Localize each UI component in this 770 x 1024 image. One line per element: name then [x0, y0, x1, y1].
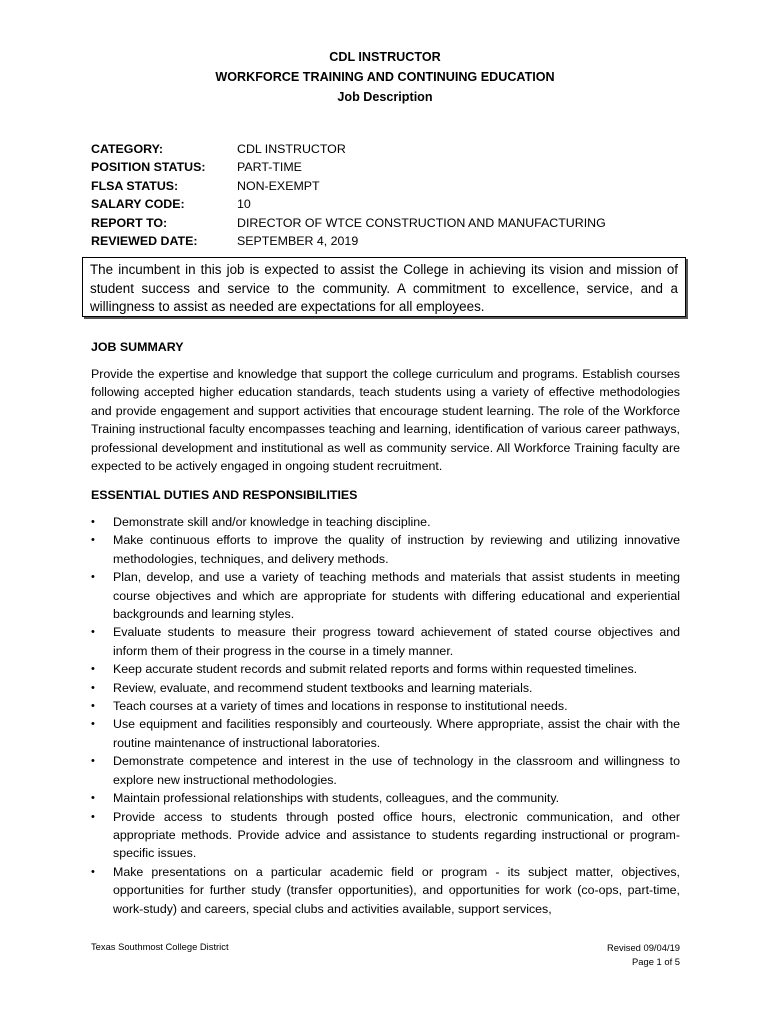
list-item-text: Teach courses at a variety of times and locations in response to institutional needs. [113, 699, 568, 714]
list-item [91, 697, 680, 715]
bullet-icon: • [91, 626, 95, 639]
meta-row-position-status [91, 158, 606, 176]
footer-page-number: Page 1 of 5 [632, 955, 680, 967]
list-item-text: Evaluate students to measure their progress toward achievement of stated course objectives and inform them of their progress in the course in a timely manner. [113, 625, 680, 658]
bullet-icon: • [91, 571, 95, 584]
title-line-2: WORKFORCE TRAINING AND CONTINUING EDUCATION [215, 70, 555, 84]
meta-row-flsa-status [91, 177, 606, 195]
bullet-icon: • [91, 792, 95, 805]
meta-row-reviewed-date [91, 232, 606, 250]
meta-value: 10 [237, 197, 251, 212]
footer-revision [607, 941, 680, 968]
list-item [91, 660, 680, 678]
bullet-icon: • [91, 663, 95, 676]
meta-value: DIRECTOR OF WTCE CONSTRUCTION AND MANUFACTURING [237, 215, 606, 230]
bullet-icon: • [91, 718, 95, 731]
expectations-notice-box: The incumbent in this job is expected to assist the College in achieving its vision and mission of student success and service to the community. A commitment to excellence, service, and a willingness to assist as needed are expectations for all employees. [82, 257, 686, 317]
title-line-3: Job Description [337, 90, 433, 104]
job-summary-heading: JOB SUMMARY [91, 340, 184, 354]
bullet-icon: • [91, 534, 95, 547]
list-item [91, 568, 680, 623]
meta-key: SALARY CODE: [91, 197, 185, 212]
job-summary-text: Provide the expertise and knowledge that support the college curriculum and programs. Establish courses following accepted higher education standards, teach students using a variety of effective methodologies and provide engagement and support activities that encourage student learning. The role of the Workforce Training instructional faculty encompasses teaching and learning, identification of various career pathways, professional development and institutional as well as community service. All Workforce Training faculty are expected to be actively engaged in ongoing student recruitment. [91, 367, 680, 474]
bullet-icon: • [91, 755, 95, 768]
bullet-icon: • [91, 681, 95, 694]
meta-key: CATEGORY: [91, 142, 164, 156]
list-item-text: Plan, develop, and use a variety of teaching methods and materials that assist students in meeting course objectives and which are appropriate for students with differing educational and experiential backgrounds and learning styles. [113, 570, 680, 622]
meta-row-salary-code [91, 195, 606, 213]
list-item-text: Maintain professional relationships with students, colleagues, and the community. [113, 791, 560, 806]
bullet-icon: • [91, 516, 95, 528]
meta-key: REVIEWED DATE: [91, 234, 198, 249]
meta-row-report-to [91, 214, 606, 232]
bullet-icon: • [91, 865, 95, 878]
document-title [0, 47, 770, 107]
list-item [91, 789, 680, 807]
meta-key: FLSA STATUS: [91, 178, 179, 193]
list-item [91, 808, 680, 863]
duties-list [91, 513, 680, 918]
list-item [91, 679, 680, 697]
bullet-icon: • [91, 810, 95, 823]
job-meta-table [91, 140, 606, 250]
list-item [91, 715, 680, 752]
list-item-text: Review, evaluate, and recommend student textbooks and learning materials. [113, 680, 533, 695]
list-item [91, 863, 680, 918]
meta-row-category [91, 140, 606, 158]
list-item-text: Provide access to students through posted office hours, electronic communication, and other appropriate methods. Provide advice and assistance to students regarding instructional or program-specific issues. [113, 809, 680, 861]
meta-key: POSITION STATUS: [91, 160, 206, 175]
duties-heading: ESSENTIAL DUTIES AND RESPONSIBILITIES [91, 488, 358, 502]
bullet-icon: • [91, 700, 95, 713]
footer-district: Texas Southmost College District [91, 941, 229, 952]
meta-value: CDL INSTRUCTOR [237, 142, 346, 156]
list-item [91, 513, 680, 531]
list-item-text: Use equipment and facilities responsibly and courteously. Where appropriate, assist the chair with the routine maintenance of instructional laboratories. [113, 717, 680, 750]
meta-key: REPORT TO: [91, 215, 168, 230]
footer-revised-date: Revised 09/04/19 [607, 942, 680, 953]
list-item-text: Keep accurate student records and submit related reports and forms within requested timelines. [113, 662, 638, 677]
list-item-text: Demonstrate competence and interest in the use of technology in the classroom and willingness to explore new instructional methodologies. [113, 754, 680, 787]
list-item [91, 531, 680, 568]
meta-value: PART-TIME [237, 160, 302, 175]
meta-value: SEPTEMBER 4, 2019 [237, 234, 359, 249]
title-line-1: CDL INSTRUCTOR [329, 50, 441, 64]
list-item-text: Make presentations on a particular academic field or program - its subject matter, objectives, opportunities for further study (transfer opportunities), and opportunities for work (co-ops, part-time, work-study) and careers, special clubs and activities available, support services, [113, 864, 680, 916]
list-item [91, 752, 680, 789]
list-item-text: Make continuous efforts to improve the quality of instruction by reviewing and utilizing innovative methodologies, techniques, and delivery methods. [113, 533, 680, 566]
meta-value: NON-EXEMPT [237, 178, 320, 193]
list-item-text: Demonstrate skill and/or knowledge in teaching discipline. [113, 515, 431, 529]
list-item [91, 623, 680, 660]
